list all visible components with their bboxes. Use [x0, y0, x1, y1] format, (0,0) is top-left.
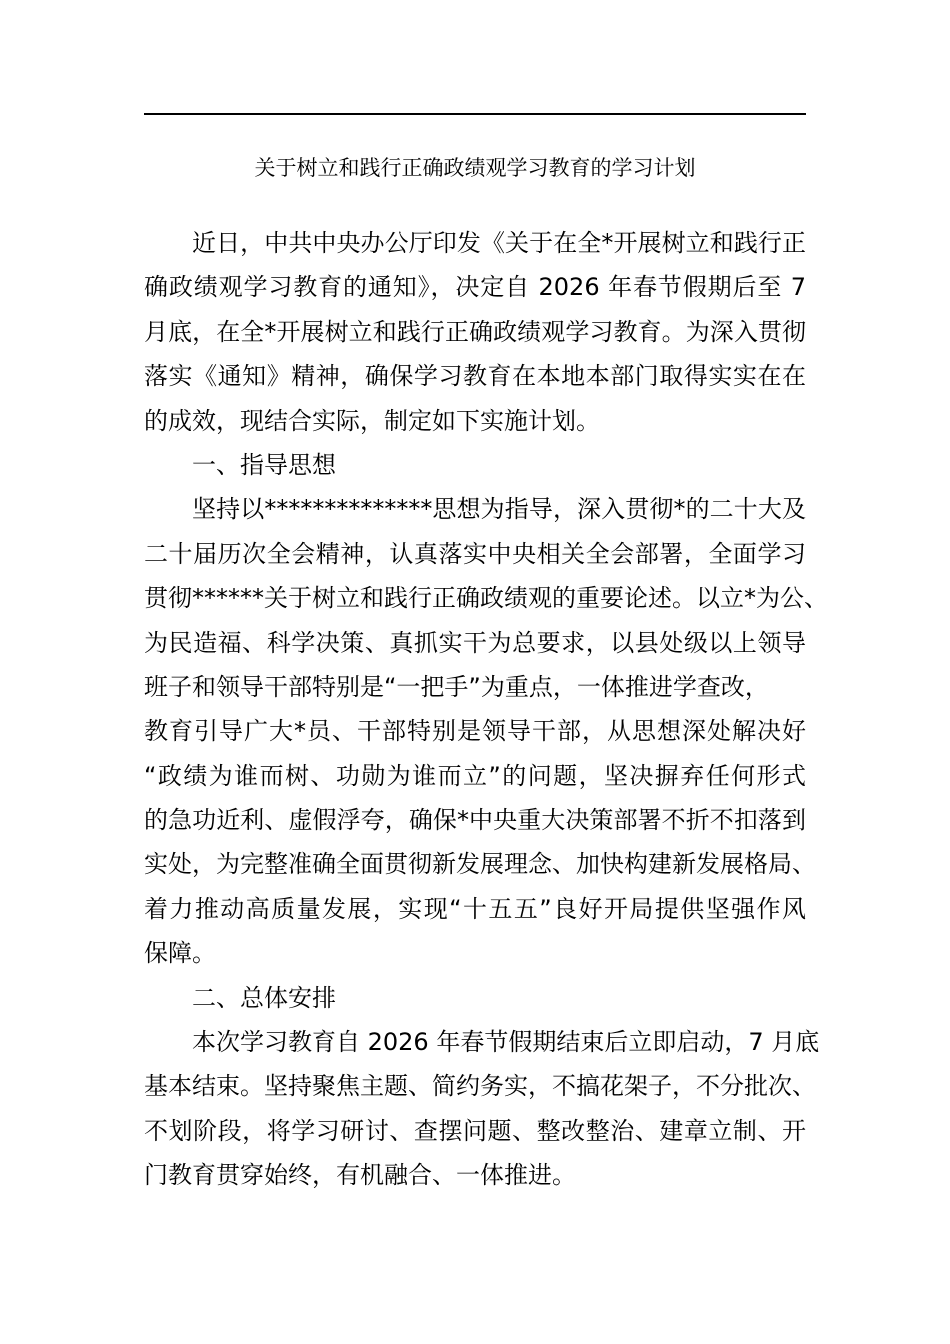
section2-line: 门教育贯穿始终，有机融合、一体推进。 — [144, 1161, 576, 1190]
section2-line: 不划阶段，将学习研讨、查摆问题、整改整治、建章立制、开 — [144, 1116, 806, 1145]
section-heading-overall-arrangement: 二、总体安排 — [192, 983, 336, 1012]
section2-line: 本次学习教育自 2026 年春节假期结束后立即启动，7 月底 — [192, 1028, 820, 1057]
intro-line: 月底，在全*开展树立和践行正确政绩观学习教育。为深入贯彻 — [144, 317, 806, 346]
intro-line: 确政绩观学习教育的通知》，决定自 2026 年春节假期后至 7 — [144, 273, 806, 302]
section1-line: 二十届历次全会精神，认真落实中央相关全会部署，全面学习 — [144, 539, 806, 568]
section1-line: 着力推动高质量发展，实现“十五五”良好开局提供坚强作风 — [144, 894, 806, 923]
section1-line: 保障。 — [144, 939, 216, 968]
section2-line: 基本结束。坚持聚焦主题、简约务实，不搞花架子，不分批次、 — [144, 1072, 816, 1101]
section1-line: “政绩为谁而树、功勋为谁而立”的问题，坚决摒弃任何形式 — [144, 761, 806, 790]
section1-line: 实处，为完整准确全面贯彻新发展理念、加快构建新发展格局、 — [144, 850, 816, 879]
intro-line: 近日，中共中央办公厅印发《关于在全*开展树立和践行正 — [192, 229, 806, 257]
section-heading-guiding-ideology: 一、指导思想 — [192, 450, 336, 479]
section1-line: 的急功近利、虚假浮夸，确保*中央重大决策部署不折不扣落到 — [144, 806, 806, 835]
intro-line: 落实《通知》精神，确保学习教育在本地本部门取得实实在在 — [144, 362, 806, 391]
intro-line: 的成效，现结合实际，制定如下实施计划。 — [144, 406, 600, 435]
section1-line: 教育引导广大*员、干部特别是领导干部，从思想深处解决好 — [144, 717, 806, 746]
section1-line: 班子和领导干部特别是“一把手”为重点，一体推进学查改， — [144, 672, 769, 701]
section1-line: 为民造福、科学决策、真抓实干为总要求，以县处级以上领导 — [144, 628, 806, 657]
document-title: 关于树立和践行正确政绩观学习教育的学习计划 — [254, 156, 696, 180]
section1-line: 贯彻******关于树立和践行正确政绩观的重要论述。以立*为公、 — [144, 584, 828, 613]
document-body — [144, 221, 828, 1198]
header-rule — [144, 113, 806, 115]
section1-line: 坚持以**************思想为指导，深入贯彻*的二十大及 — [192, 495, 806, 524]
